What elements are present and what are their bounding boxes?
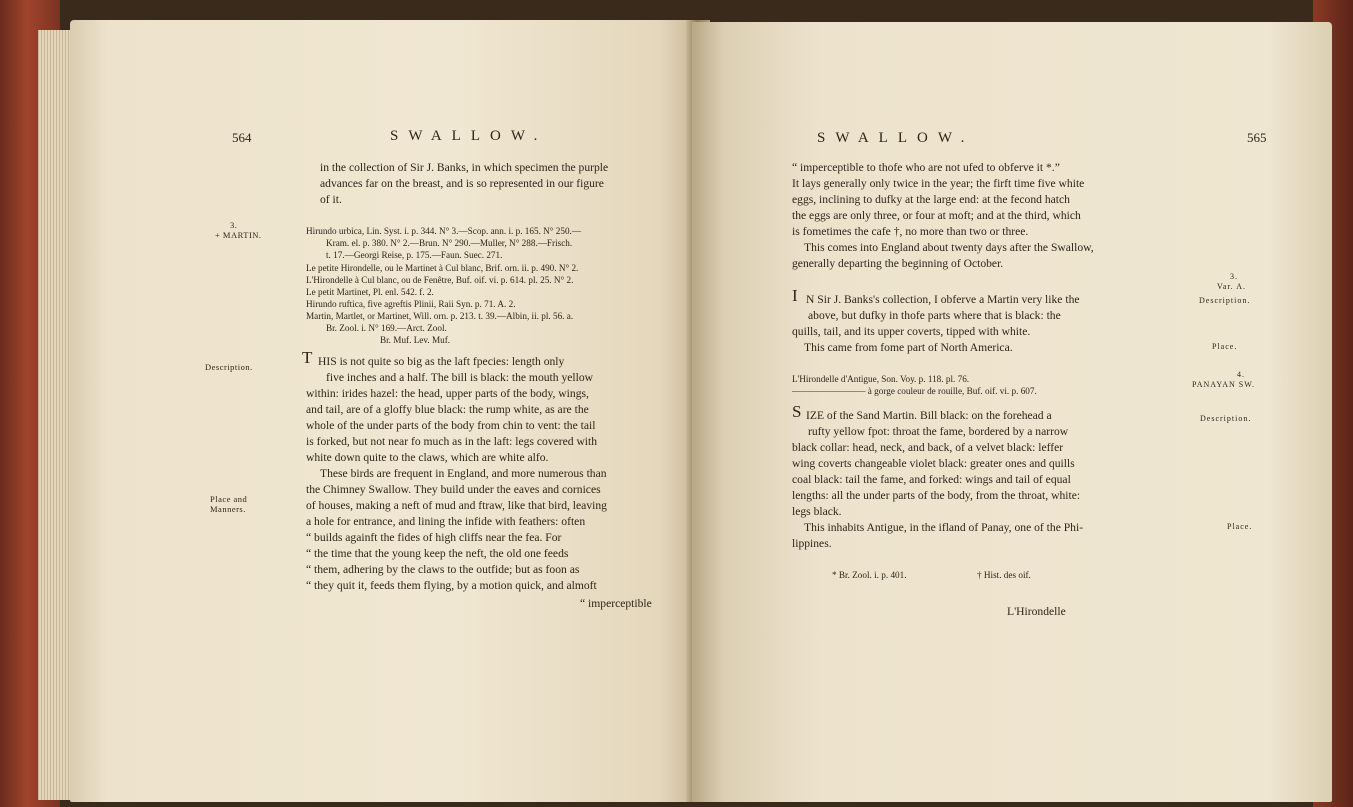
text-line: “ they quit it, feeds them flying, by a motion quick, and almoft	[306, 579, 597, 592]
text-line: This inhabits Antigue, in the ifland of Panay, one of the Phi-	[804, 521, 1084, 534]
species-name: PANAYAN SW.	[1192, 380, 1256, 389]
text-line: lengths: all the under parts of the body, from the throat, white:	[792, 489, 1081, 502]
text-line: above, but dufky in thofe parts where that is black: the	[808, 309, 1061, 322]
synonym-line: t. 17.—Georgi Reise, p. 175.—Faun. Suec. 271.	[326, 250, 503, 260]
text-line: IZE of the Sand Martin. Bill black: on the forehead a	[806, 409, 1052, 422]
text-line: the eggs are only three, or four at moft; and at the third, which	[792, 209, 1081, 222]
text-line: “ them, adhering by the claws to the outfide; but as foon as	[306, 563, 580, 576]
text-line: is forked, but not near fo much as in the laft: legs covered with	[306, 435, 598, 448]
synonym-line: Br. Zool. i. N° 169.—Arct. Zool.	[326, 323, 447, 333]
drop-cap: T	[302, 348, 313, 367]
text-line: “ the time that the young keep the neft, the old one feeds	[306, 547, 569, 560]
synonym-line: Martin, Martlet, or Martinet, Will. orn. p. 213. t. 39.—Albin, ii. pl. 56. a.	[306, 311, 574, 321]
running-head: SWALLOW.	[390, 128, 548, 144]
footnote: † Hist. des oif.	[977, 570, 1031, 580]
species-name: + MARTIN.	[215, 230, 262, 240]
margin-note-place: Place and	[210, 494, 248, 504]
synonym-line: Le petit Martinet, Pl. enl. 542. f. 2.	[306, 287, 434, 297]
var-label: Var. A.	[1217, 282, 1246, 291]
text-line: whole of the under parts of the body from chin to vent: the tail	[306, 419, 596, 432]
catchword: “ imperceptible	[580, 597, 652, 610]
text-line: generally departing the beginning of October.	[792, 257, 1004, 270]
text-line: is fometimes the cafe †, no more than two or three.	[792, 225, 1029, 238]
text-line: This comes into England about twenty days after the Swallow,	[804, 241, 1094, 254]
text-line: These birds are frequent in England, and more numerous than	[320, 467, 607, 480]
margin-note-description: Description.	[205, 362, 253, 372]
margin-note-description: Description.	[1200, 414, 1252, 423]
text-line: of houses, making a neft of mud and ftraw, like that bird, leaving	[306, 499, 607, 512]
text-line: coal black: tail the fame, and forked: wings and tail of equal	[792, 473, 1071, 486]
synonym-line: Br. Muf. Lev. Muf.	[380, 335, 451, 345]
margin-note-manners: Manners.	[210, 504, 246, 514]
var-number: 3.	[1230, 272, 1238, 281]
synonym-line: Kram. el. p. 380. N° 2.—Brun. N° 290.—Muller, N° 288.—Frisch.	[326, 238, 573, 248]
synonym-line: ———————— à gorge couleur de rouille, Buf. oif. vi. p. 607.	[792, 386, 1037, 396]
species-number: 3.	[230, 220, 238, 230]
text-line: “ builds againft the fides of high cliffs near the fea. For	[306, 531, 562, 544]
text-line: lippines.	[792, 537, 832, 550]
text-line: a hole for entrance, and lining the infide with feathers: often	[306, 515, 586, 528]
species-number: 4.	[1237, 370, 1245, 379]
drop-cap: S	[792, 402, 802, 421]
text-line: eggs, inclining to dufky at the large end: at the fecond hatch	[792, 193, 1070, 206]
text-line: This came from fome part of North America.	[804, 341, 1013, 354]
synonym-line: Hirundo ruftica, five agreftis Plinii, Raii Syn. p. 71. A. 2.	[306, 299, 516, 309]
text-line: within: irides hazel: the head, upper parts of the body, wings,	[306, 387, 589, 400]
text-line: N Sir J. Banks's collection, I obferve a Martin very like the	[806, 293, 1080, 306]
text-line: of it.	[320, 193, 342, 206]
text-line: in the collection of Sir J. Banks, in which specimen the purple	[320, 161, 609, 174]
page-number: 565	[1247, 130, 1267, 145]
synonym-line: Hirundo urbica, Lin. Syst. i. p. 344. N° 3.—Scop. ann. i. p. 165. N° 250.—	[306, 226, 582, 236]
margin-note-place: Place.	[1212, 342, 1238, 351]
text-line: five inches and a half. The bill is black: the mouth yellow	[326, 371, 594, 384]
synonym-line: Le petite Hirondelle, ou le Martinet à Cul blanc, Brif. orn. ii. p. 490. N° 2.	[306, 263, 579, 273]
synonym-line: L'Hirondelle à Cul blanc, ou de Fenêtre, Buf. oif. vi. p. 614. pl. 25. N° 2.	[306, 275, 574, 285]
catchword: L'Hirondelle	[1007, 605, 1066, 618]
right-page	[692, 22, 1332, 802]
drop-cap: I	[792, 286, 798, 305]
text-line: It lays generally only twice in the year; the firft time five white	[792, 177, 1085, 190]
page-number: 564	[232, 130, 252, 145]
left-page	[70, 20, 710, 802]
text-line: wing coverts changeable violet black: greater ones and quills	[792, 457, 1075, 470]
running-head: SWALLOW.	[817, 130, 975, 146]
text-line: advances far on the breast, and is so represented in our figure	[320, 177, 604, 190]
text-line: white down quite to the claws, which are white alfo.	[306, 451, 549, 464]
text-line: quills, tail, and its upper coverts, tipped with white.	[792, 325, 1031, 338]
text-line: black collar: head, neck, and back, of a velvet black: leffer	[792, 441, 1064, 454]
text-line: “ imperceptible to thofe who are not ufed to obferve it *.”	[792, 161, 1060, 174]
margin-note-description: Description.	[1199, 296, 1251, 305]
margin-note-place: Place.	[1227, 522, 1253, 531]
text-line: legs black.	[792, 505, 842, 518]
text-line: the Chimney Swallow. They build under the eaves and cornices	[306, 483, 601, 496]
footnote: * Br. Zool. i. p. 401.	[832, 570, 907, 580]
synonym-line: L'Hirondelle d'Antigue, Son. Voy. p. 118. pl. 76.	[792, 374, 970, 384]
text-line: and tail, are of a gloffy blue black: the rump white, as are the	[306, 403, 589, 416]
text-line: rufty yellow fpot: throat the fame, bordered by a narrow	[808, 425, 1069, 438]
text-line: HIS is not quite so big as the laft fpecies: length only	[318, 355, 565, 368]
